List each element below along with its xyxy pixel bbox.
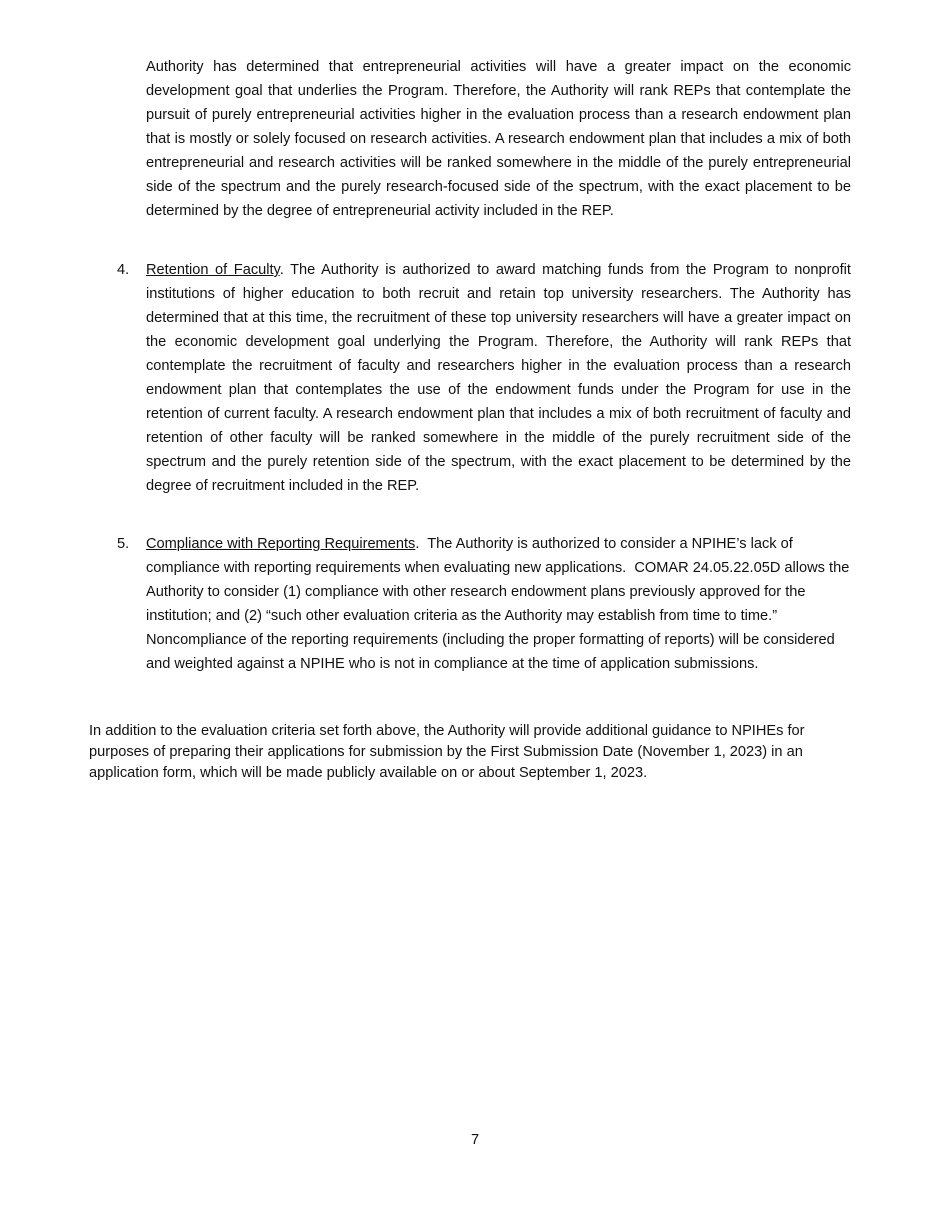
list-item-compliance-with-reporting <box>117 532 851 676</box>
page-number: 7 <box>470 1132 480 1148</box>
closing-paragraph: In addition to the evaluation criteria set forth above, the Authority will provide additional guidance to NPIHEs for purposes of preparing their applications for submission by the First Submission Date (November 1, 2023) in an application form, which will be made publicly available on or about September 1, 2023. <box>89 723 805 781</box>
continuation-paragraph: Authority has determined that entrepreneurial activities will have a greater impact on the economic development goal that underlies the Program. Therefore, the Authority will rank REPs that contemplate the pursuit of purely entrepreneurial activities higher in the evaluation process than a research endowment plan that is mostly or solely focused on research activities. A research endowment plan that includes a mix of both entrepreneurial and research activities will be ranked somewhere in the middle of the purely entrepreneurial side of the spectrum and the purely research-focused side of the spectrum, with the exact placement to be determined by the degree of entrepreneurial activity included in the REP. <box>146 59 851 219</box>
heading-punctuation: . <box>279 262 284 278</box>
list-item-text: The Authority is authorized to award matching funds from the Program to nonprofit institutions of higher education to both recruit and retain top university researchers. The Authority has determined that at this time, the recruitment of these top university researchers will have a greater impact on the economic development goal underlying the Program. Therefore, the Authority will rank REPs that contemplate the recruitment of faculty and researchers higher in the evaluation process than a research endowment plan that contemplates the use of the endowment funds under the Program for use in the retention of current faculty. A research endowment plan that includes a mix of both recruitment of faculty and retention of other faculty will be ranked somewhere in the middle of the purely recruitment side of the spectrum and the purely retention side of the spectrum, with the exact placement to be determined by the degree of recruitment included in the REP. <box>146 262 851 494</box>
list-item-body <box>146 532 851 676</box>
heading-punctuation: . <box>415 536 420 552</box>
list-item-body <box>146 258 851 498</box>
list-item-heading: Retention of Faculty <box>146 262 280 278</box>
list-item-text: The Authority is authorized to consider a NPIHE’s lack of compliance with reporting requirements when evaluating new applications. COMAR 24.05.22.05D allows the Authority to consider (1) compliance with other research endowment plans previously approved for the institution; and (2) “such other evaluation criteria as the Authority may establish from time to time.” Noncompliance of the reporting requirements (including the proper formatting of reports) will be considered and weighted against a NPIHE who is not in compliance at the time of application submissions. <box>146 536 853 672</box>
list-item-number: 5. <box>117 536 130 552</box>
list-item-heading: Compliance with Reporting Requirements <box>146 536 416 552</box>
list-item-number: 4. <box>117 262 130 278</box>
list-item-retention-of-faculty <box>117 258 851 498</box>
